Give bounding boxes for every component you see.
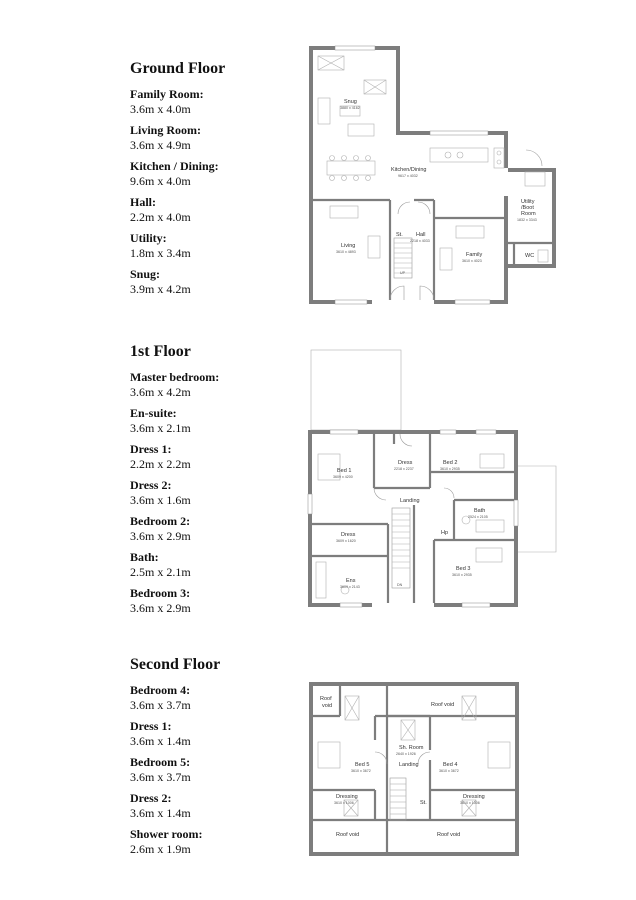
room-dimensions: 9.6m x 4.0m xyxy=(130,174,191,188)
room-dimensions: 2.2m x 4.0m xyxy=(130,210,191,224)
room-dimensions: 3.6m x 2.9m xyxy=(130,529,191,543)
plan-dimension: 3610 x 1006 xyxy=(460,801,480,805)
plan-label: Dressing xyxy=(336,794,358,800)
plan-label: Snug xyxy=(344,99,357,105)
plan-dimension: 3610 x 2935 xyxy=(440,467,460,471)
room-name: Dress 1: xyxy=(130,442,172,456)
plan-label: Bed 4 xyxy=(443,762,458,768)
room-name: Living Room: xyxy=(130,123,202,137)
plan-label: Landing xyxy=(400,498,420,504)
room-name: Bath: xyxy=(130,550,159,564)
plan-dimension: 2640 x 1926 xyxy=(396,752,416,756)
plan-label: Ens xyxy=(346,578,356,584)
room-dimensions: 3.6m x 4.2m xyxy=(130,385,191,399)
plan-label: Roof void xyxy=(431,702,455,708)
plan-label: Roof void xyxy=(437,832,461,838)
plan-label: Sh. Room xyxy=(399,745,424,751)
ground-floor-plan xyxy=(309,46,556,304)
room-dimensions: 3.9m x 4.2m xyxy=(130,282,191,296)
plan-dimension: 3609 x 2143 xyxy=(340,585,360,589)
plan-dimension: 2524 x 2105 xyxy=(468,515,488,519)
plan-label: Hall xyxy=(416,232,426,238)
plan-label: Hp xyxy=(441,530,449,536)
plan-dimension: 3880 x 4162 xyxy=(340,106,360,110)
room-name: Dress 2: xyxy=(130,791,172,805)
plan-label: St. xyxy=(420,800,427,806)
plan-label: Bed 2 xyxy=(443,460,458,466)
plan-dimension: 3610 x 1006 xyxy=(334,801,354,805)
plan-label: Roof xyxy=(320,696,332,702)
plan-dimension: 3610 x 3672 xyxy=(439,769,459,773)
plan-label: Dress xyxy=(398,460,413,466)
room-dimensions: 2.5m x 2.1m xyxy=(130,565,191,579)
room-dimensions: 3.6m x 1.4m xyxy=(130,734,191,748)
room-name: Dress 1: xyxy=(130,719,172,733)
room-dimensions: 3.6m x 4.9m xyxy=(130,138,191,152)
room-name: Bedroom 3: xyxy=(130,586,191,600)
plan-dimension: 2218 x 2237 xyxy=(394,467,414,471)
plan-label: Bed 3 xyxy=(456,566,471,572)
second-floor-title: Second Floor xyxy=(130,656,221,673)
room-dimensions: 2.6m x 1.9m xyxy=(130,842,191,856)
plan-label: Family xyxy=(466,252,483,258)
room-dimensions: 3.6m x 3.7m xyxy=(130,698,191,712)
plan-label: Kitchen/Dining xyxy=(391,167,427,173)
room-name: Master bedroom: xyxy=(130,370,220,384)
plan-label: St. xyxy=(396,232,403,238)
room-dimensions: 1.8m x 3.4m xyxy=(130,246,191,260)
room-dimensions: 3.6m x 2.1m xyxy=(130,421,191,435)
ground-floor-title: Ground Floor xyxy=(130,60,226,77)
room-dimensions: 3.6m x 1.4m xyxy=(130,806,191,820)
plan-label: Dress xyxy=(341,532,356,538)
plan-dimension: 3610 x 4893 xyxy=(336,250,356,254)
plan-label: Bed 5 xyxy=(355,762,370,768)
plan-dimension: 3610 x 3672 xyxy=(351,769,371,773)
room-name: Family Room: xyxy=(130,87,204,101)
first-floor-plan xyxy=(308,350,556,607)
room-name: Snug: xyxy=(130,267,161,281)
first-floor-title: 1st Floor xyxy=(130,343,191,360)
plan-label: void xyxy=(322,703,333,709)
room-name: Utility: xyxy=(130,231,167,245)
plan-label: UP xyxy=(400,271,405,275)
plan-label: DN xyxy=(397,583,403,587)
room-name: En-suite: xyxy=(130,406,177,420)
room-dimensions: 3.6m x 3.7m xyxy=(130,770,191,784)
plan-label: Dressing xyxy=(463,794,485,800)
plan-dimension: 1832 x 3343 xyxy=(517,218,537,222)
room-dimensions: 2.2m x 2.2m xyxy=(130,457,191,471)
plan-label: Utility xyxy=(521,199,535,205)
room-name: Bedroom 5: xyxy=(130,755,191,769)
room-name: Hall: xyxy=(130,195,156,209)
room-name: Shower room: xyxy=(130,827,203,841)
room-name: Dress 2: xyxy=(130,478,172,492)
plan-label: Bath xyxy=(474,508,486,514)
plan-label: /Boot xyxy=(521,205,534,211)
plan-dimension: 3609 x 4200 xyxy=(333,475,353,479)
plan-label: Bed 1 xyxy=(337,468,352,474)
plan-dimension: 3610 x 2935 xyxy=(452,573,472,577)
second-floor-plan xyxy=(309,682,519,856)
plan-dimension: 2218 x 4033 xyxy=(410,239,430,243)
plan-dimension: 3610 x 4023 xyxy=(462,259,482,263)
room-name: Bedroom 2: xyxy=(130,514,191,528)
plan-label: Living xyxy=(341,243,356,249)
room-dimensions: 3.6m x 2.9m xyxy=(130,601,191,615)
plan-label: Room xyxy=(521,211,536,217)
plan-dimension: 9617 x 4032 xyxy=(398,174,418,178)
room-dimensions: 3.6m x 1.6m xyxy=(130,493,191,507)
plan-label: Roof void xyxy=(336,832,360,838)
plan-dimension: 3609 x 1620 xyxy=(336,539,356,543)
room-name: Kitchen / Dining: xyxy=(130,159,219,173)
plan-label: Landing xyxy=(399,762,419,768)
plan-label: WC xyxy=(525,253,535,259)
room-name: Bedroom 4: xyxy=(130,683,191,697)
room-dimensions: 3.6m x 4.0m xyxy=(130,102,191,116)
